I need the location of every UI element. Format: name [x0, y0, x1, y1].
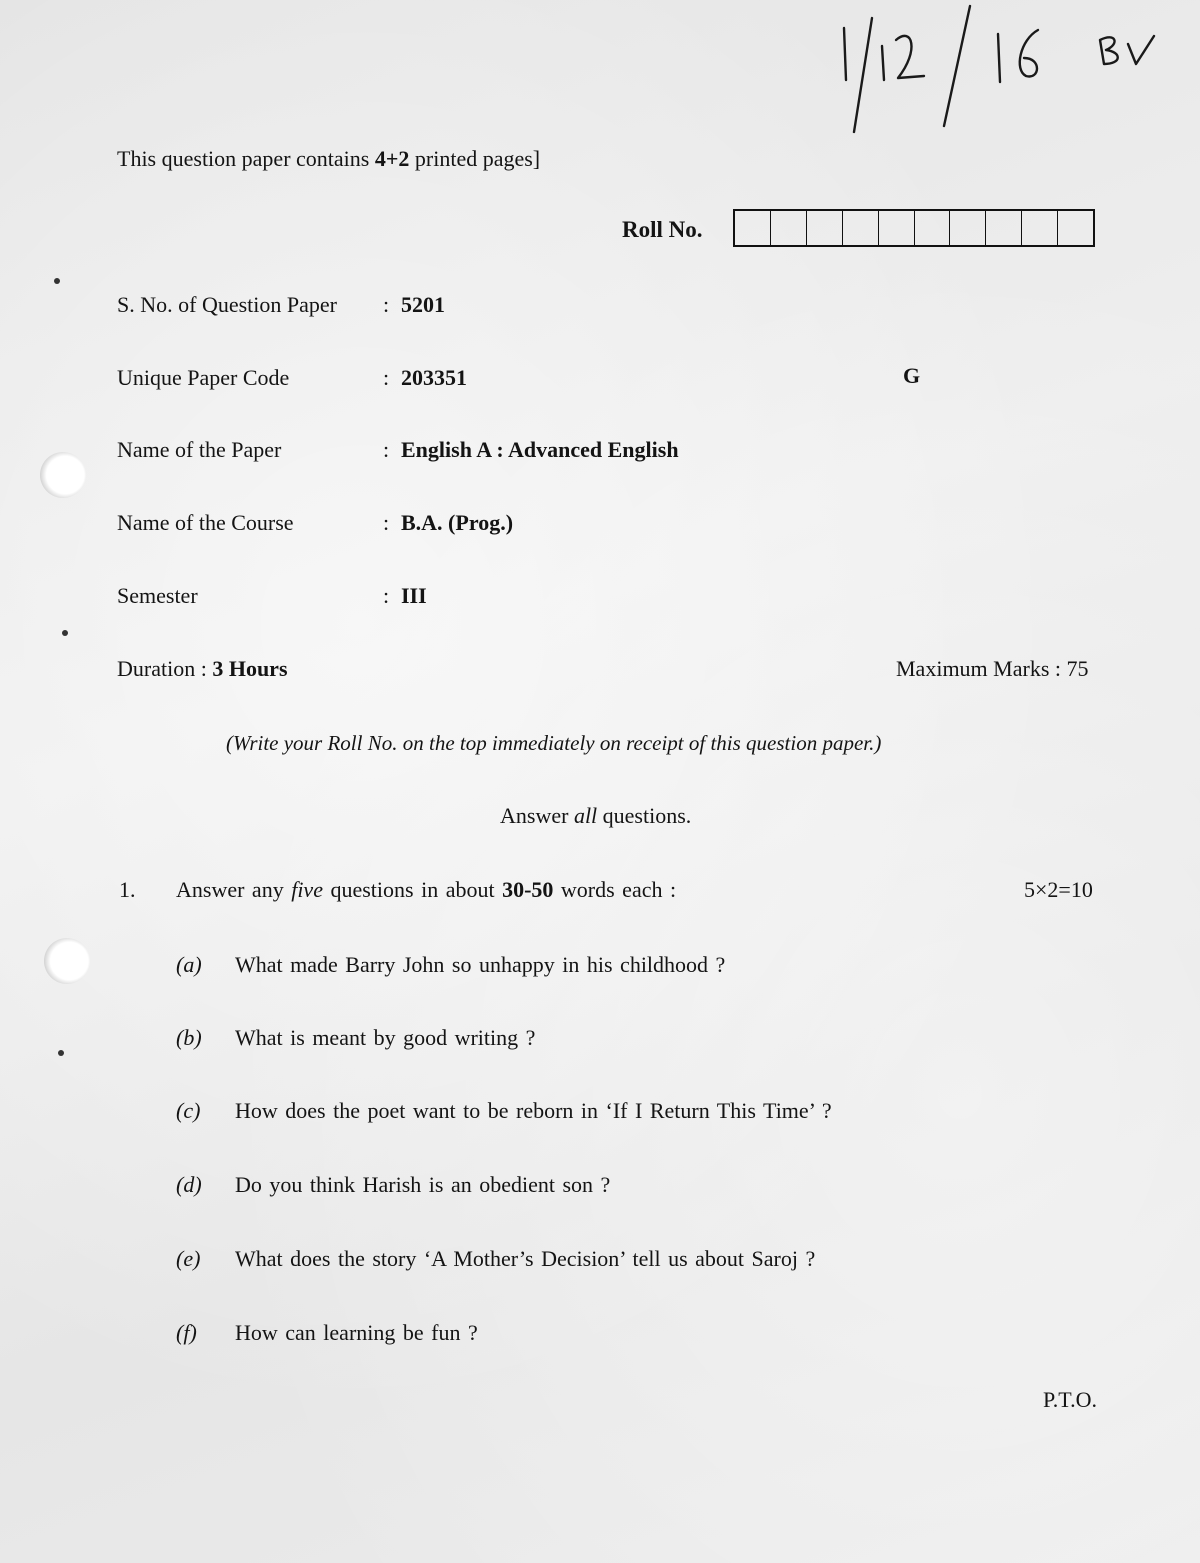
punch-hole-top — [40, 452, 86, 498]
subquestion-letter: (e) — [176, 1246, 201, 1271]
course-name-label: Name of the Course — [117, 510, 294, 535]
question-text-emph: five — [291, 877, 323, 902]
instruction: (Write your Roll No. on the top immediately on receipt of this question paper.) — [226, 731, 882, 755]
subquestion-text: What is meant by good writing ? — [235, 1025, 536, 1050]
paper-name-value: English A : Advanced English — [401, 437, 679, 462]
speck — [62, 630, 68, 636]
page-turn-over: P.T.O. — [1043, 1387, 1097, 1412]
question-number: 1. — [119, 877, 136, 902]
subquestion-letter: (c) — [176, 1098, 201, 1123]
maximum-marks-value: 75 — [1066, 656, 1089, 681]
subquestion-text: How can learning be fun ? — [235, 1320, 478, 1345]
roll-number-cell[interactable] — [1058, 211, 1093, 245]
subquestion-letter: (b) — [176, 1025, 202, 1050]
roll-number-cell[interactable] — [735, 211, 771, 245]
paper-code-value: 203351 — [401, 365, 467, 390]
roll-number-cell[interactable] — [950, 211, 986, 245]
pages-info-suffix: printed pages] — [409, 146, 541, 171]
roll-number-cell[interactable] — [986, 211, 1022, 245]
speck — [54, 278, 60, 284]
question-text-b: questions in about — [322, 877, 503, 902]
subquestion-letter: (f) — [176, 1320, 197, 1345]
pages-info-prefix: This question paper contains — [117, 146, 375, 171]
roll-number-label: Roll No. — [622, 217, 703, 242]
serial-number-label: S. No. of Question Paper — [117, 292, 337, 317]
course-name-value: B.A. (Prog.) — [401, 510, 514, 535]
question-text-bold: 30-50 — [502, 877, 554, 902]
question-text-a: Answer any — [176, 877, 292, 902]
roll-number-cell[interactable] — [843, 211, 879, 245]
subquestion-text: What does the story ‘A Mother’s Decision’ tell us about Saroj ? — [235, 1246, 816, 1271]
colon: : — [383, 583, 390, 608]
roll-number-cell[interactable] — [771, 211, 807, 245]
answer-all-prefix: Answer — [500, 803, 574, 828]
roll-number-cell[interactable] — [915, 211, 951, 245]
duration — [117, 656, 288, 682]
colon: : — [383, 292, 390, 317]
roll-number-boxes[interactable] — [733, 209, 1095, 247]
pages-info — [117, 146, 540, 172]
duration-label: Duration : — [117, 656, 213, 681]
paper-name-label: Name of the Paper — [117, 437, 282, 462]
paper-code-label: Unique Paper Code — [117, 365, 290, 390]
punch-hole-bottom — [44, 938, 90, 984]
subquestion-letter: (d) — [176, 1172, 202, 1197]
roll-number-cell[interactable] — [807, 211, 843, 245]
subquestion-text: How does the poet want to be reborn in ‘If I Return This Time’ ? — [235, 1098, 832, 1123]
question-text-c: words each : — [553, 877, 677, 902]
maximum-marks-label: Maximum Marks : — [896, 656, 1067, 681]
answer-all — [500, 803, 691, 829]
subquestion-text: What made Barry John so unhappy in his childhood ? — [235, 952, 726, 977]
semester-value: III — [401, 583, 427, 608]
duration-value: 3 Hours — [212, 656, 288, 681]
colon: : — [383, 437, 390, 462]
serial-number-value: 5201 — [401, 292, 445, 317]
colon: : — [383, 510, 390, 535]
roll-number-cell[interactable] — [1022, 211, 1058, 245]
semester-label: Semester — [117, 583, 198, 608]
roll-number-cell[interactable] — [879, 211, 915, 245]
answer-all-suffix: questions. — [597, 803, 692, 828]
question-marks: 5×2=10 — [1024, 877, 1093, 902]
paper-set-code: G — [903, 363, 921, 388]
pages-count: 4+2 — [374, 146, 410, 171]
handwritten-date-signature — [820, 0, 1180, 140]
answer-all-emph: all — [573, 803, 598, 828]
question-text — [176, 877, 676, 903]
maximum-marks — [896, 656, 1089, 682]
speck — [58, 1050, 64, 1056]
colon: : — [383, 365, 390, 390]
subquestion-letter: (a) — [176, 952, 202, 977]
subquestion-text: Do you think Harish is an obedient son ? — [235, 1172, 611, 1197]
